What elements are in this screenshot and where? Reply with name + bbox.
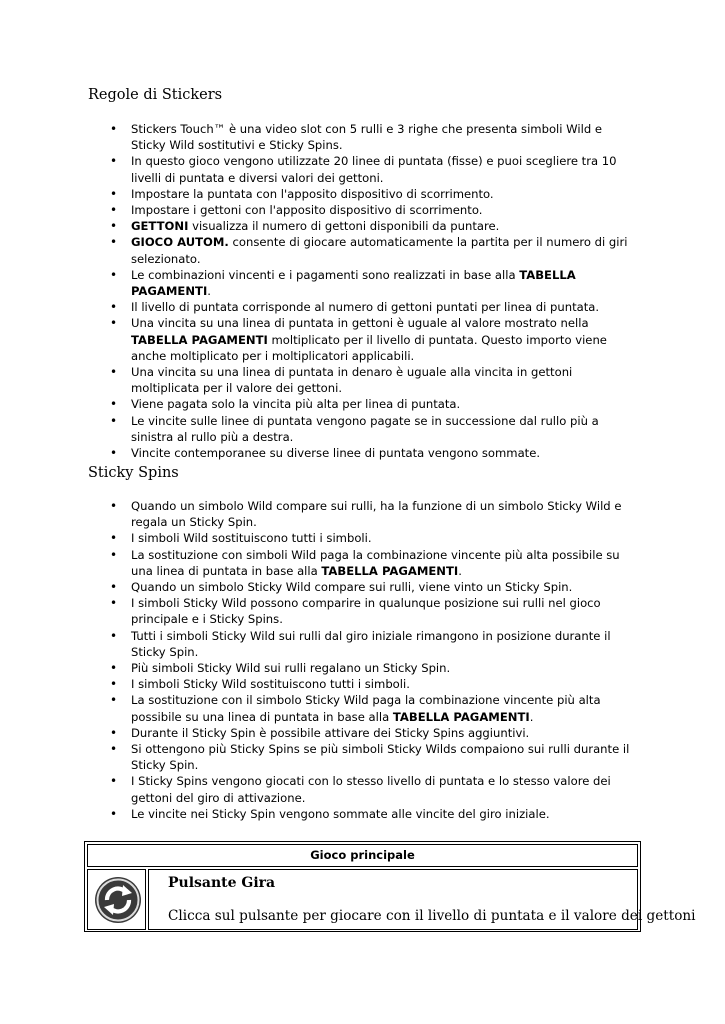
section-title-sticky-spins: Sticky Spins [88, 465, 179, 481]
list-item-text: Una vincita su una linea di puntata in denaro è uguale alla vincita in gettoni moltiplicata per il valore dei gettoni. [131, 365, 573, 396]
list-item [0, 186, 725, 202]
list-item-text: . [529, 709, 534, 724]
list-item-text: Le vincite nei Sticky Spin vengono sommate alle vincite del giro iniziale. [131, 806, 550, 821]
list-item [0, 267, 725, 299]
spin-button-title: Pulsante Gira [168, 875, 276, 891]
list-item-text: Impostare i gettoni con l'apposito dispositivo di scorrimento. [131, 203, 483, 218]
list-item [0, 595, 725, 627]
table-icon-cell [87, 869, 146, 930]
list-item-text: Più simboli Sticky Wild sui rulli regalano un Sticky Spin. [131, 661, 451, 676]
list-item [0, 218, 725, 234]
list-item-text: Viene pagata solo la vincita più alta per linea di puntata. [131, 397, 461, 412]
list-item [0, 773, 725, 805]
list-item-text: Le combinazioni vincenti e i pagamenti sono realizzati in base alla [131, 267, 520, 282]
list-item-text: . [458, 563, 462, 578]
list-item-text: Stickers Touch™ è una video slot con 5 rulli e 3 righe che presenta simboli Wild e Sticky Wild sostitutivi e Sticky Spins. [131, 122, 603, 153]
list-item-text: Il livello di puntata corrisponde al numero di gettoni puntati per linea di puntata. [131, 300, 600, 315]
list-item [0, 547, 725, 579]
list-item-text: consente di giocare automaticamente la partita per il numero di giri selezionato. [131, 235, 628, 266]
bold-keyword: GIOCO AUTOM. [131, 235, 229, 250]
bold-keyword: TABELLA PAGAMENTI [131, 332, 268, 347]
list-item [0, 692, 725, 724]
list-item [0, 628, 725, 660]
list-item [0, 445, 725, 461]
list-item [0, 121, 725, 153]
list-item-text: moltiplicato per il livello di puntata. Questo importo viene anche moltiplicato per i moltiplicatori applicabili. [131, 332, 607, 363]
list-item [0, 364, 725, 396]
list-item [0, 806, 725, 822]
list-item-text: La sostituzione con simboli Wild paga la combinazione vincente più alta possibile su una linea di puntata in base alla [131, 547, 620, 578]
list-item-text: Quando un simbolo Sticky Wild compare sui rulli, viene vinto un Sticky Spin. [131, 580, 573, 595]
main-game-table [84, 841, 696, 932]
list-item-text: Impostare la puntata con l'apposito dispositivo di scorrimento. [131, 186, 494, 201]
sticky-spins-list [0, 498, 725, 822]
bold-keyword: TABELLA PAGAMENTI [131, 267, 576, 299]
list-item-text: I simboli Sticky Wild sostituiscono tutti i simboli. [131, 677, 410, 692]
list-item-text: . [207, 284, 211, 299]
list-item [0, 396, 725, 412]
bold-keyword: TABELLA PAGAMENTI [321, 563, 459, 578]
list-item-text: I simboli Sticky Wild possono comparire in qualunque posizione sui rulli nel gioco principale e i Sticky Spins. [131, 596, 601, 627]
list-item [0, 413, 725, 445]
list-item [0, 579, 725, 595]
list-item [0, 725, 725, 741]
bold-keyword: GETTONI [131, 219, 189, 234]
list-item-text: Le vincite sulle linee di puntata vengono pagate se in successione dal rullo più a sinistra al rullo più a destra. [131, 413, 599, 444]
section-title-rules: Regole di Stickers [88, 87, 223, 103]
spin-button-description: Clicca sul pulsante per giocare con il livello di puntata e il valore dei gettoni [168, 908, 696, 924]
list-item-text: In questo gioco vengono utilizzate 20 linee di puntata (fisse) e puoi scegliere tra 10 livelli di puntata e diversi valori dei gettoni. [131, 154, 617, 185]
list-item [0, 660, 725, 676]
list-item-text: Tutti i simboli Sticky Wild sui rulli dal giro iniziale rimangono in posizione durante il Sticky Spin. [131, 628, 611, 659]
list-item [0, 676, 725, 692]
list-item-text: visualizza il numero di gettoni disponibili da puntare. [188, 219, 500, 234]
bold-keyword: TABELLA PAGAMENTI [392, 709, 530, 724]
list-item-text: Si ottengono più Sticky Spins se più simboli Sticky Wilds compaiono sui rulli durante il Sticky Spin. [131, 742, 630, 773]
list-item-text: Durante il Sticky Spin è possibile attivare dei Sticky Spins aggiuntivi. [131, 725, 530, 740]
spin-icon [93, 875, 143, 925]
list-item [0, 315, 725, 364]
rules-list [0, 121, 725, 461]
list-item [0, 498, 725, 530]
list-item [0, 299, 725, 315]
list-item [0, 234, 725, 266]
list-item-text: Quando un simbolo Wild compare sui rulli, ha la funzione di un simbolo Sticky Wild e regala un Sticky Spin. [131, 499, 622, 530]
list-item-text: I Sticky Spins vengono giocati con lo stesso livello di puntata e lo stesso valore dei gettoni del giro di attivazione. [131, 774, 611, 805]
list-item-text: Una vincita su una linea di puntata in gettoni è uguale al valore mostrato nella [131, 316, 589, 331]
table-header: Gioco principale [87, 844, 638, 867]
list-item-text: I simboli Wild sostituiscono tutti i simboli. [131, 531, 372, 546]
list-item [0, 202, 725, 218]
list-item [0, 153, 725, 185]
list-item [0, 741, 725, 773]
list-item-text: La sostituzione con il simbolo Sticky Wild paga la combinazione vincente più alta possibile su una linea di puntata in base alla [131, 693, 601, 724]
list-item-text: Vincite contemporanee su diverse linee di puntata vengono sommate. [131, 446, 541, 461]
list-item [0, 530, 725, 546]
